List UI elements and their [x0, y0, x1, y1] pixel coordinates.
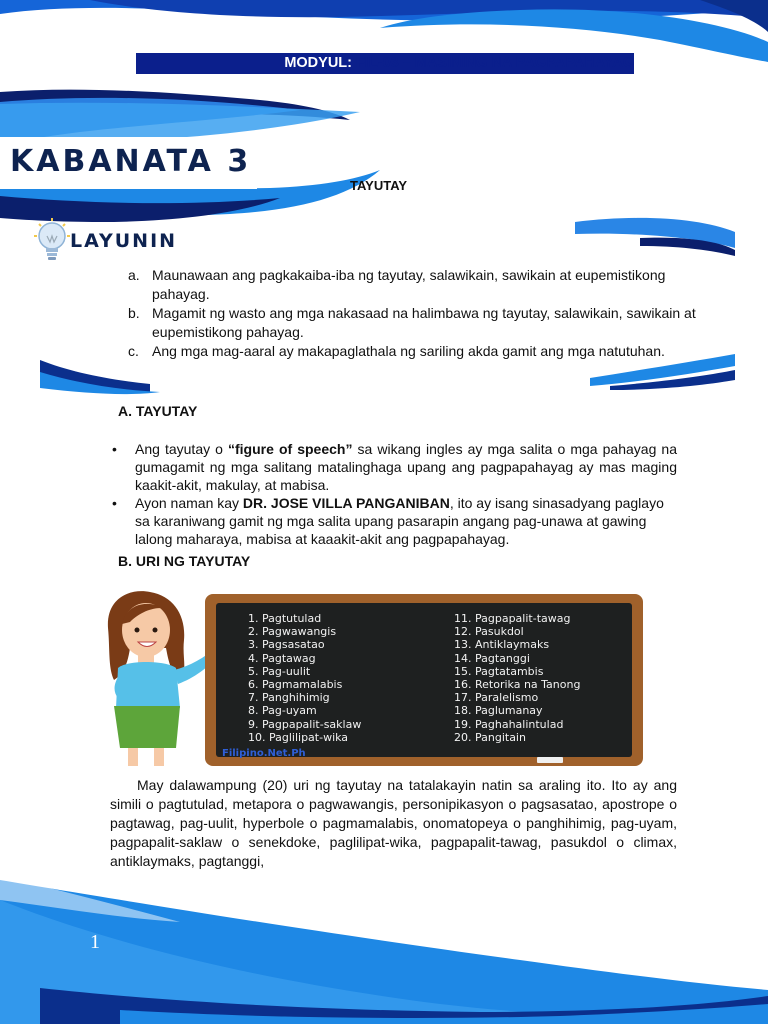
- chalkboard-item: 7. Panghihimig: [248, 691, 330, 705]
- bullet-bold-text: DR. JOSE VILLA PANGANIBAN: [242, 495, 450, 511]
- chalk-piece: [537, 757, 563, 763]
- chalkboard-item: 8. Pag-uyam: [248, 704, 317, 718]
- chalkboard-watermark: Filipino.Net.Ph: [222, 748, 306, 759]
- chalkboard-item: 13. Antiklaymaks: [454, 638, 550, 652]
- bullet-text: Ayon naman kay: [135, 495, 243, 511]
- chalkboard-item: 6. Pagmamalabis: [248, 678, 343, 692]
- chalkboard-item: 9. Pagpapalit-saklaw: [248, 717, 362, 731]
- module-header: [136, 53, 634, 74]
- objective-text: Maunawaan ang pagkakaiba-iba ng tayutay, salawikain, sawikain at eupemistikong pahayag.: [152, 267, 666, 302]
- page-title: TAYUTAY: [350, 178, 408, 193]
- chalkboard-item: 19. Paghahalintulad: [454, 717, 564, 731]
- chalkboard-item: 5. Pag-uulit: [248, 664, 311, 678]
- objective-item: [128, 304, 718, 342]
- section-b-heading: B. URI NG TAYUTAY: [118, 553, 251, 569]
- bullet-text: sa wikang ingles ay mga salita o mga pahayag na gumagamit ng mga salitang matalinghaga upang ang pagpapahayag ay mas maging kaakit-akit, makulay, at mabisa.: [135, 441, 677, 493]
- chalkboard-item: 20. Pangitain: [454, 730, 526, 744]
- body-paragraph: May dalawampung (20) uri ng tayutay na tatalakayin natin sa araling ito. Ito ay ang simili o pagtutulad, metapora o pagwawangis, personipikasyon o pagsasatao, apostrope o pagtawag, pag-uulit, hyperbole o pagmamalabis, onomatopeya o panghihimig, pag-uyam, pagpapalit-saklaw o senekdoke, paglilipat-wika, pagpapalit-tawag, pasukdol o climax, antiklaymaks, pagtanggi,: [110, 777, 677, 869]
- bullet-text: Ang tayutay o: [135, 441, 228, 457]
- page-number: 1: [90, 931, 100, 953]
- chalkboard-item: 2. Pagwawangis: [248, 625, 337, 639]
- bullet-item: [110, 494, 677, 548]
- bullet-dot: •: [112, 495, 117, 511]
- chalkboard-item: 16. Retorika na Tanong: [454, 678, 581, 692]
- objective-text: Ang mga mag-aaral ay makapaglathala ng sariling akda gamit ang mga natutuhan.: [152, 343, 665, 359]
- chalkboard-item: 15. Pagtatambis: [454, 664, 544, 678]
- bullet-item: [110, 440, 677, 494]
- module-header-label: MODYUL:: [284, 55, 352, 71]
- objective-marker: b.: [128, 305, 140, 321]
- objective-marker: a.: [128, 267, 140, 283]
- chapter-label: KABANATA 3: [10, 144, 252, 179]
- section-a-list: [110, 440, 677, 548]
- objective-text: Magamit ng wasto ang mga nakasaad na halimbawa ng tayutay, salawikain, sawikain at eupemistikong pahayag.: [152, 305, 696, 340]
- module-header-title: FIL-03 – MASINING NA PAGPAPAHAYAG: [352, 55, 634, 71]
- bullet-bold-text: “figure of speech”: [228, 441, 353, 457]
- chalkboard-item: 12. Pasukdol: [454, 625, 524, 639]
- chalkboard-item: 14. Pagtanggi: [454, 651, 530, 665]
- chalkboard-item: 4. Pagtawag: [248, 651, 316, 665]
- section-a-heading: A. TAYUTAY: [118, 403, 198, 419]
- objective-item: [128, 342, 718, 361]
- objectives-heading: LAYUNIN: [70, 230, 178, 252]
- chalkboard-list-left: [248, 612, 361, 744]
- lightbulb-icon: [32, 218, 72, 264]
- objective-item: [128, 266, 718, 304]
- chalkboard-item: 17. Paralelismo: [454, 691, 539, 705]
- chalkboard-item: 11. Pagpapalit-tawag: [454, 612, 571, 625]
- bullet-text: , ito ay isang sinasadyang paglayo sa karaniwang gamit ng mga salita upang pasarapin angang pag-unawa at gawing lalong maharaya, mabisa at kaaakit-akit ang pagpapahayag.: [135, 495, 664, 547]
- chalkboard-item: 18. Paglumanay: [454, 704, 543, 718]
- bullet-dot: •: [112, 441, 117, 457]
- chalkboard-list-right: [454, 612, 580, 744]
- chalkboard-item: 1. Pagtutulad: [248, 612, 322, 625]
- objective-marker: c.: [128, 343, 139, 359]
- chalkboard-item: 10. Paglilipat-wika: [248, 730, 349, 744]
- objectives-list: [128, 266, 718, 361]
- chalkboard-item: 3. Pagsasatao: [248, 638, 325, 652]
